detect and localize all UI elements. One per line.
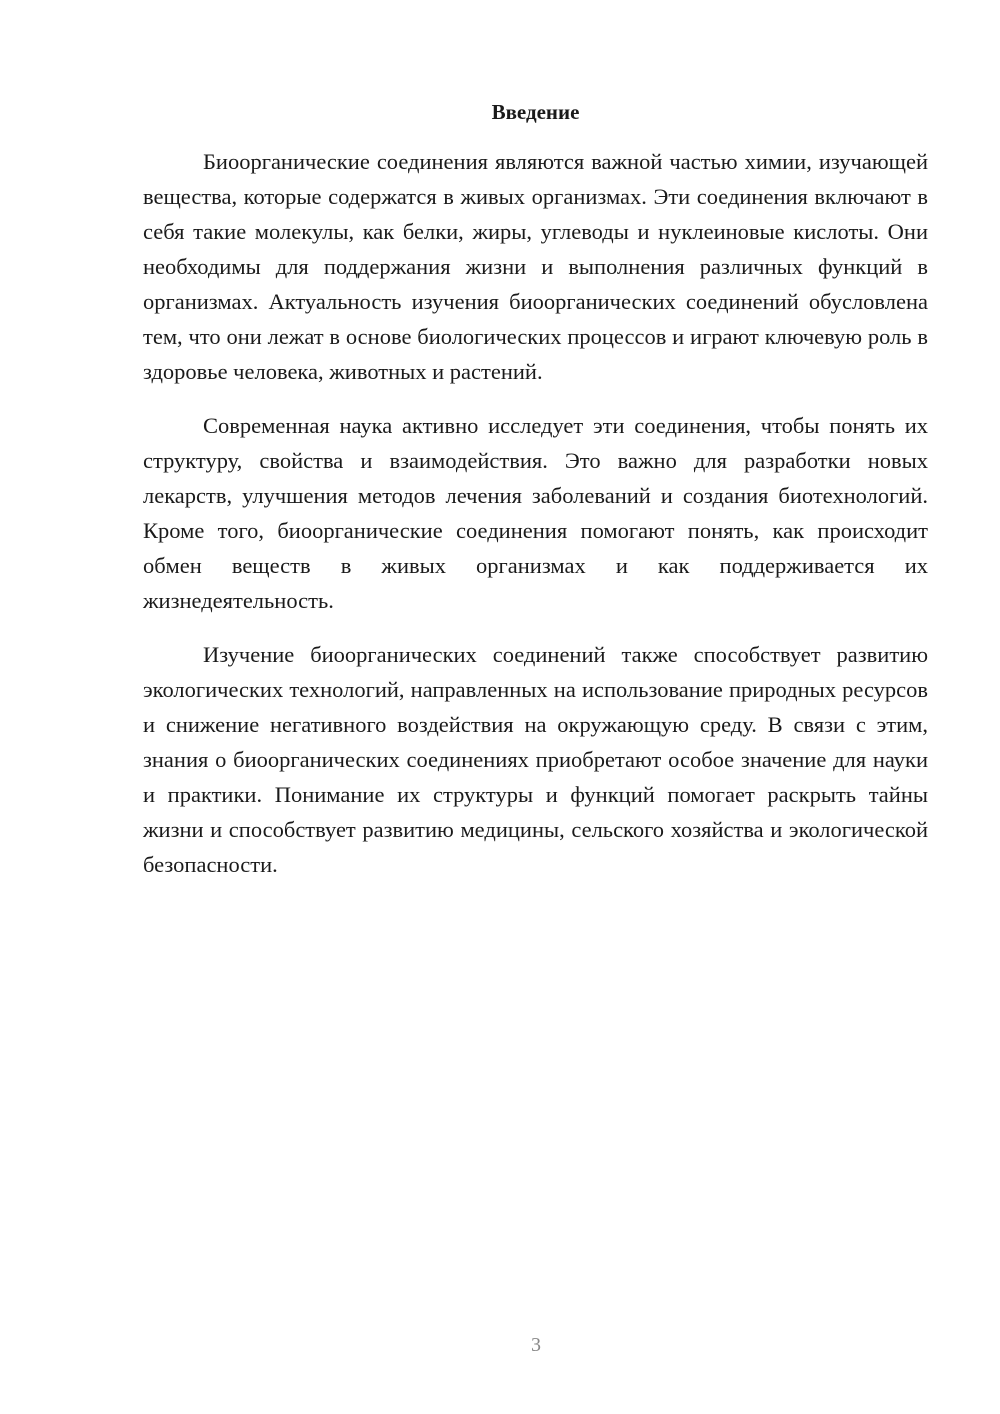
page-number: 3 <box>531 1334 541 1356</box>
paragraph-3: Изучение биоорганических соединений также способствует развитию экологических технологий, направленных на использование природных ресурсов и снижение негативного воздействия на окружающую среду. В связи с этим, знания о биоорганических соединениях приобретают особое значение для науки и практики. Понимание их структуры и функций помогает раскрыть тайны жизни и способствует развитию медицины, сельского хозяйства и экологической безопасности. <box>143 642 928 877</box>
document-body <box>143 144 928 901</box>
paragraph-1: Биоорганические соединения являются важной частью химии, изучающей вещества, которые содержатся в живых организмах. Эти соединения включают в себя такие молекулы, как белки, жиры, углеводы и нуклеиновые кислоты. Они необходимы для поддержания жизни и выполнения различных функций в организмах. Актуальность изучения биоорганических соединений обусловлена тем, что они лежат в основе биологических процессов и играют ключевую роль в здоровье человека, животных и растений. <box>143 149 928 384</box>
page-title: Введение <box>491 100 580 124</box>
paragraph-2: Современная наука активно исследует эти соединения, чтобы понять их структуру, свойства и взаимодействия. Это важно для разработки новых лекарств, улучшения методов лечения заболеваний и создания биотехнологий. Кроме того, биоорганические соединения помогают понять, как происходит обмен веществ в живых организмах и как поддерживается их жизнедеятельность. <box>143 413 928 613</box>
